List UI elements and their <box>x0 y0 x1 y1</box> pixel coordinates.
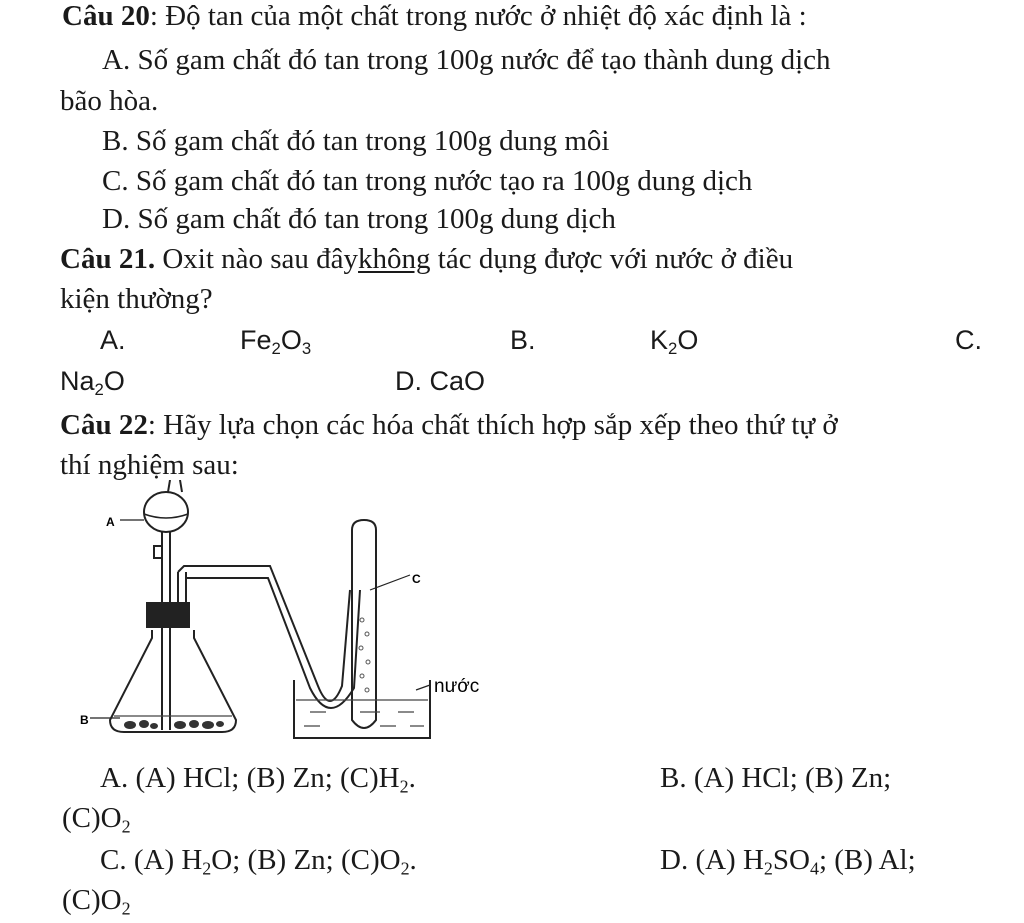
experiment-diagram <box>80 480 520 750</box>
q20-option-a: A. Số gam chất đó tan trong 100g nước để tạo thành dung dịch <box>102 44 831 76</box>
q22-stem-line2: thí nghiệm sau: <box>60 449 239 481</box>
q22-option-b-cont: $(C)O_2$ <box>62 802 131 837</box>
q20-stem-text: : Độ tan của một chất trong nước ở nhiệt độ xác định là : <box>149 0 807 32</box>
diagram-label-a: A <box>106 515 115 529</box>
q21-option-b-label: B. <box>510 325 536 355</box>
q20-option-d: D. Số gam chất đó tan trong 100g dung dịch <box>102 203 616 235</box>
q22-option-d-cont: $(C)O_2$ <box>62 884 131 919</box>
q21-stem <box>60 241 793 277</box>
diagram-label-b: B <box>80 713 89 727</box>
q21-option-c-label: C. <box>955 325 982 355</box>
q21-option-c-formula: $Na_2O$ <box>60 366 125 400</box>
q22-option-c: C. (A) $H_2O$; (B) Zn; $(C)O_2$. <box>100 844 417 879</box>
q21-stem-post: tác dụng được với nước ở điều <box>430 243 794 275</box>
q21-stem-pre: Oxit nào sau đây <box>155 243 359 275</box>
q20-number: Câu 20 <box>62 0 150 32</box>
diagram-label-water: nước <box>434 676 480 697</box>
q21-option-a-formula: $Fe_2O_3$ <box>240 325 312 359</box>
q22-option-d: D. (A) $H_2SO_4$; (B) Al; <box>660 844 916 879</box>
q21-stem-line2: kiện thường? <box>60 283 213 315</box>
q22-number: Câu 22 <box>60 409 148 441</box>
q22-stem-text: : Hãy lựa chọn các hóa chất thích hợp sắp xếp theo thứ tự ở <box>147 409 838 441</box>
diagram-label-c: C <box>412 572 421 586</box>
q20-stem <box>62 0 807 34</box>
q21-stem-underlined: không <box>358 243 431 275</box>
q20-option-a-cont: bão hòa. <box>60 85 159 117</box>
q21-number: Câu 21. <box>60 243 156 275</box>
q21-option-b-formula: $K_2O$ <box>650 325 699 359</box>
q22-option-a: A. (A) HCl; (B) Zn; $(C)H_2$. <box>100 762 416 797</box>
q22-stem <box>60 407 838 443</box>
q21-option-d: D. CaO <box>395 366 486 396</box>
q22-option-b: B. (A) HCl; (B) Zn; <box>660 762 892 794</box>
q21-option-a-label: A. <box>100 325 126 355</box>
q20-option-b: B. Số gam chất đó tan trong 100g dung môi <box>102 125 610 157</box>
q20-option-c: C. Số gam chất đó tan trong nước tạo ra 100g dung dịch <box>102 165 753 197</box>
